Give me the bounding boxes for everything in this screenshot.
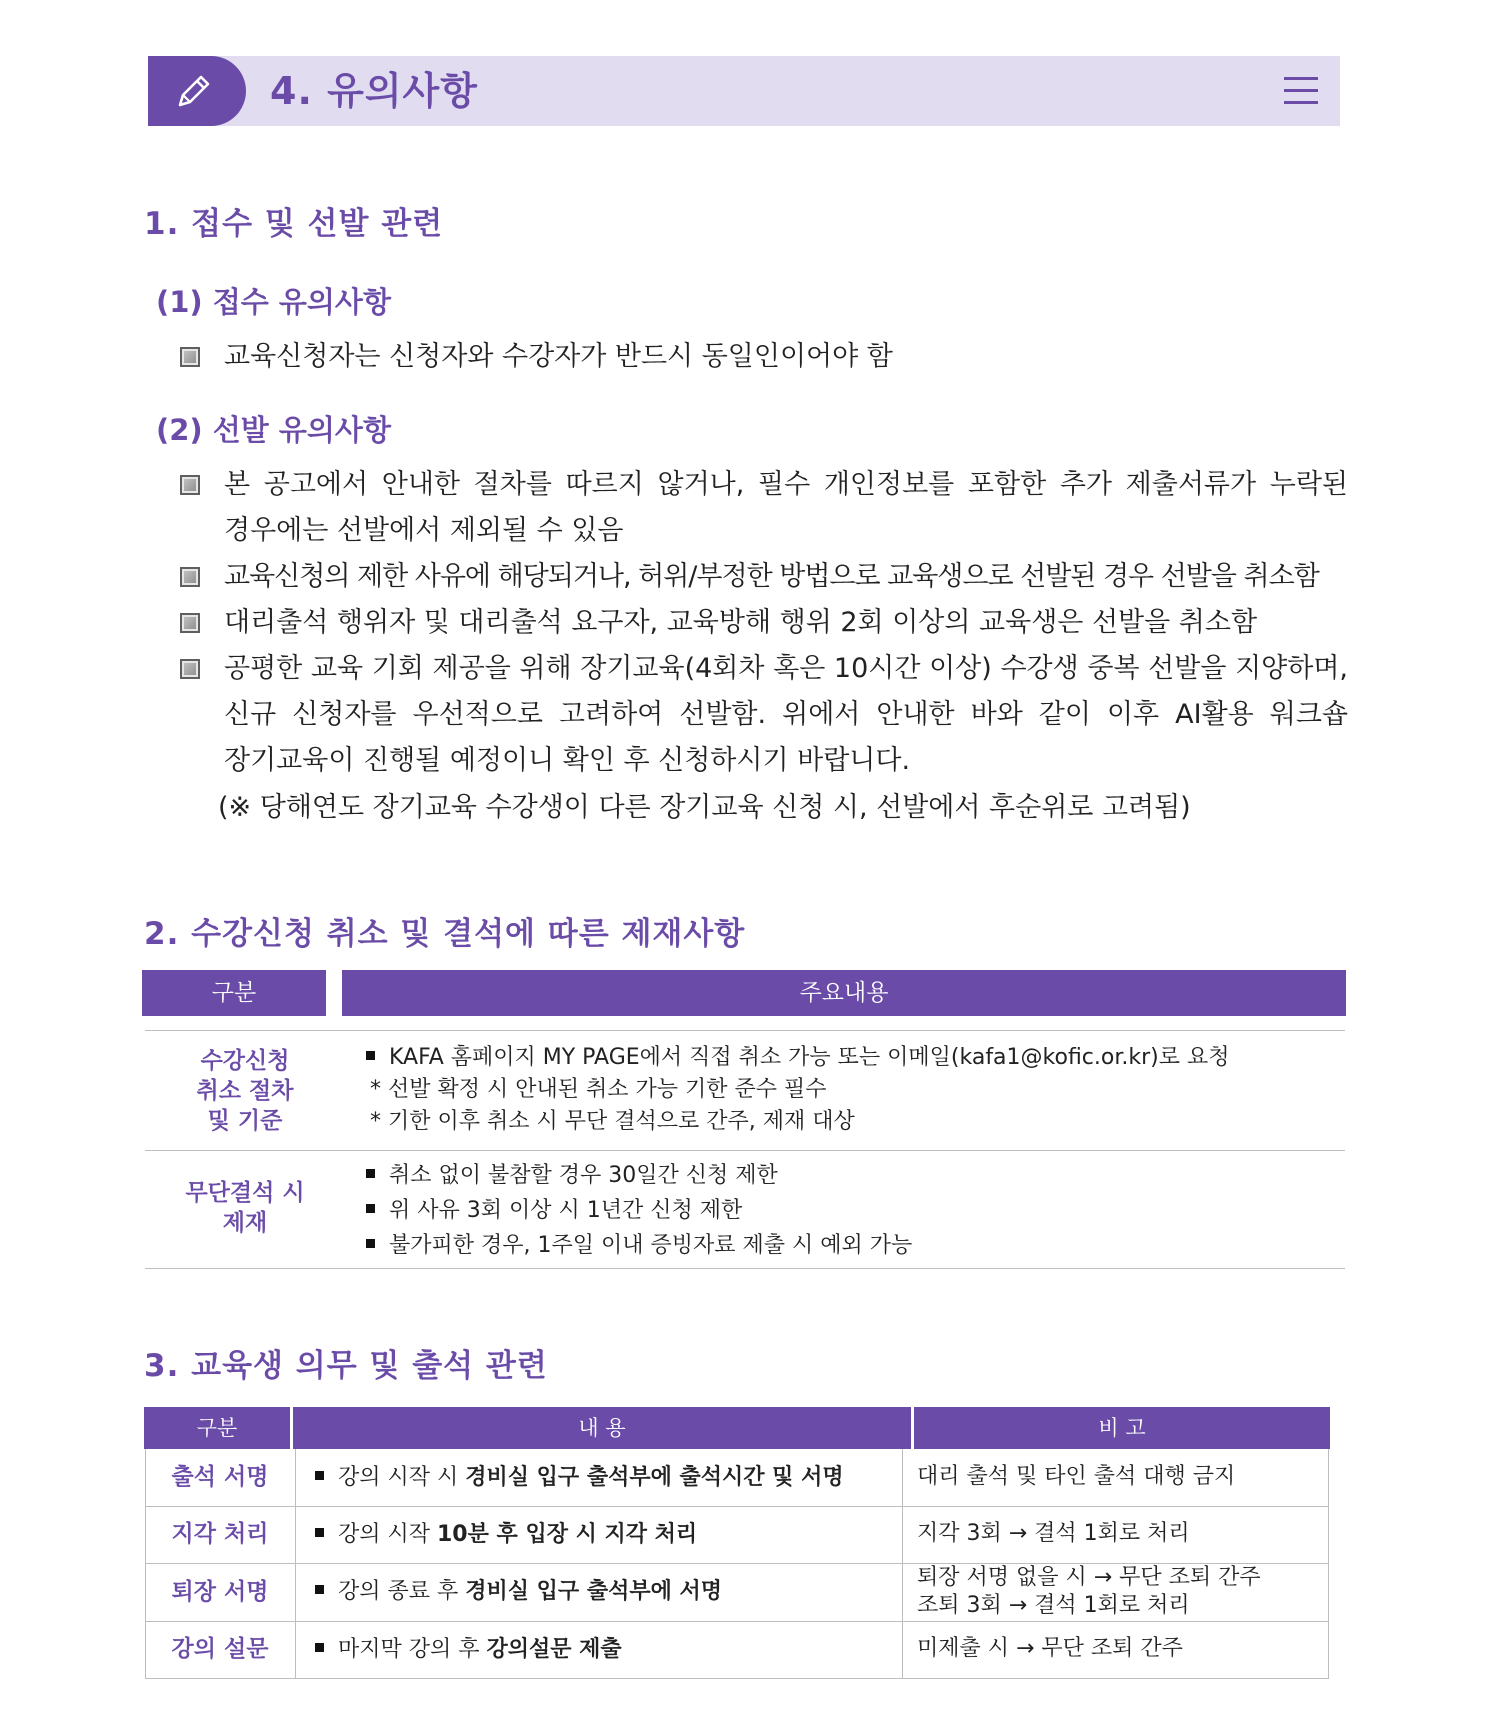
table-divider: [145, 1268, 1345, 1269]
banner-icon-pill: [148, 56, 246, 126]
square-bullet-icon: [315, 1643, 324, 1652]
section-banner: [148, 56, 1340, 126]
table-row: 퇴장 서명 강의 종료 후 경비실 입구 출석부에 서명 퇴장 서명 없을 시 → 무단 조퇴 간주 조퇴 3회 → 결석 1회로 처리: [145, 1563, 1329, 1622]
square-bullet-icon: [315, 1585, 324, 1594]
section-3-title: 3. 교육생 의무 및 출석 관련: [144, 1348, 548, 1384]
table-row: 출석 서명 강의 시작 시 경비실 입구 출석부에 출석시간 및 서명 대리 출석 및 타인 출석 대행 금지: [145, 1449, 1329, 1507]
square-bullet-icon: [366, 1239, 375, 1248]
attendance-table: [145, 1449, 1329, 1678]
pencil-icon: [174, 71, 214, 111]
checkbox-bullet-icon: [180, 613, 200, 633]
list-item: 대리출석 행위자 및 대리출석 요구자, 교육방해 행위 2회 이상의 교육생은 선발을 취소함: [180, 600, 1348, 646]
square-bullet-icon: [315, 1528, 324, 1537]
square-bullet-icon: [366, 1204, 375, 1213]
checkbox-bullet-icon: [180, 475, 200, 495]
list-item: 교육신청의 제한 사유에 해당되거나, 허위/부정한 방법으로 교육생으로 선발된 경우 선발을 취소함: [180, 554, 1348, 600]
section-1-title: 1. 접수 및 선발 관련: [144, 206, 444, 242]
table-header-content: 내 용: [293, 1407, 911, 1449]
table-row-content: 취소 없이 불참할 경우 30일간 신청 제한 위 사유 3회 이상 시 1년간 신청 제한 불가피한 경우, 1주일 이내 증빙자료 제출 시 예외 가능: [366, 1158, 912, 1263]
table-row-content: KAFA 홈페이지 MY PAGE에서 직접 취소 가능 또는 이메일(kafa1@kofic.or.kr)로 요청 * 선발 확정 시 안내된 취소 가능 기한 준수 필수 * 기한 이후 취소 시 무단 결석으로 간주, 제재 대상: [366, 1042, 1230, 1138]
square-bullet-icon: [366, 1051, 375, 1060]
footnote: (※ 당해연도 장기교육 수강생이 다른 장기교육 신청 시, 선발에서 후순위로 고려됨): [218, 792, 1191, 823]
table-header-category: 구분: [144, 1407, 290, 1449]
checkbox-bullet-icon: [180, 347, 200, 367]
list-item: 교육신청자는 신청자와 수강자가 반드시 동일인이어야 함: [180, 334, 1348, 380]
page-title: 4. 유의사항: [270, 69, 478, 113]
table-header-note: 비 고: [914, 1407, 1330, 1449]
checkbox-bullet-icon: [180, 567, 200, 587]
table-row-category: 무단결석 시 제재: [185, 1180, 305, 1236]
table-row: 지각 처리 강의 시작 10분 후 입장 시 지각 처리 지각 3회 → 결석 1회로 처리: [145, 1506, 1329, 1564]
table-header-category: 구분: [142, 970, 326, 1016]
table-row: 강의 설문 마지막 강의 후 강의설문 제출 미제출 시 → 무단 조퇴 간주: [145, 1621, 1329, 1679]
checkbox-bullet-icon: [180, 659, 200, 679]
hamburger-menu-icon[interactable]: [1284, 71, 1318, 111]
table-row-category: 수강신청 취소 절차 및 기준: [196, 1048, 294, 1134]
section-2-title: 2. 수강신청 취소 및 결석에 따른 제재사항: [144, 916, 746, 952]
subsection-2-title: (2) 선발 유의사항: [156, 413, 391, 447]
list-item: 본 공고에서 안내한 절차를 따르지 않거나, 필수 개인정보를 포함한 추가 제출서류가 누락된 경우에는 선발에서 제외될 수 있음: [180, 462, 1348, 554]
square-bullet-icon: [366, 1169, 375, 1178]
subsection-1-title: (1) 접수 유의사항: [156, 285, 391, 319]
table-divider: [145, 1150, 1345, 1151]
list-item: 공평한 교육 기회 제공을 위해 장기교육(4회차 혹은 10시간 이상) 수강생 중복 선발을 지양하며, 신규 신청자를 우선적으로 고려하여 선발함. 위에서 안내한 바와 같이 이후 AI활용 워크숍 장기교육이 진행될 예정이니 확인 후 신청하시기 바랍니다.: [180, 646, 1348, 784]
square-bullet-icon: [315, 1471, 324, 1480]
table-divider: [145, 1030, 1345, 1031]
table-header-content: 주요내용: [342, 970, 1346, 1016]
